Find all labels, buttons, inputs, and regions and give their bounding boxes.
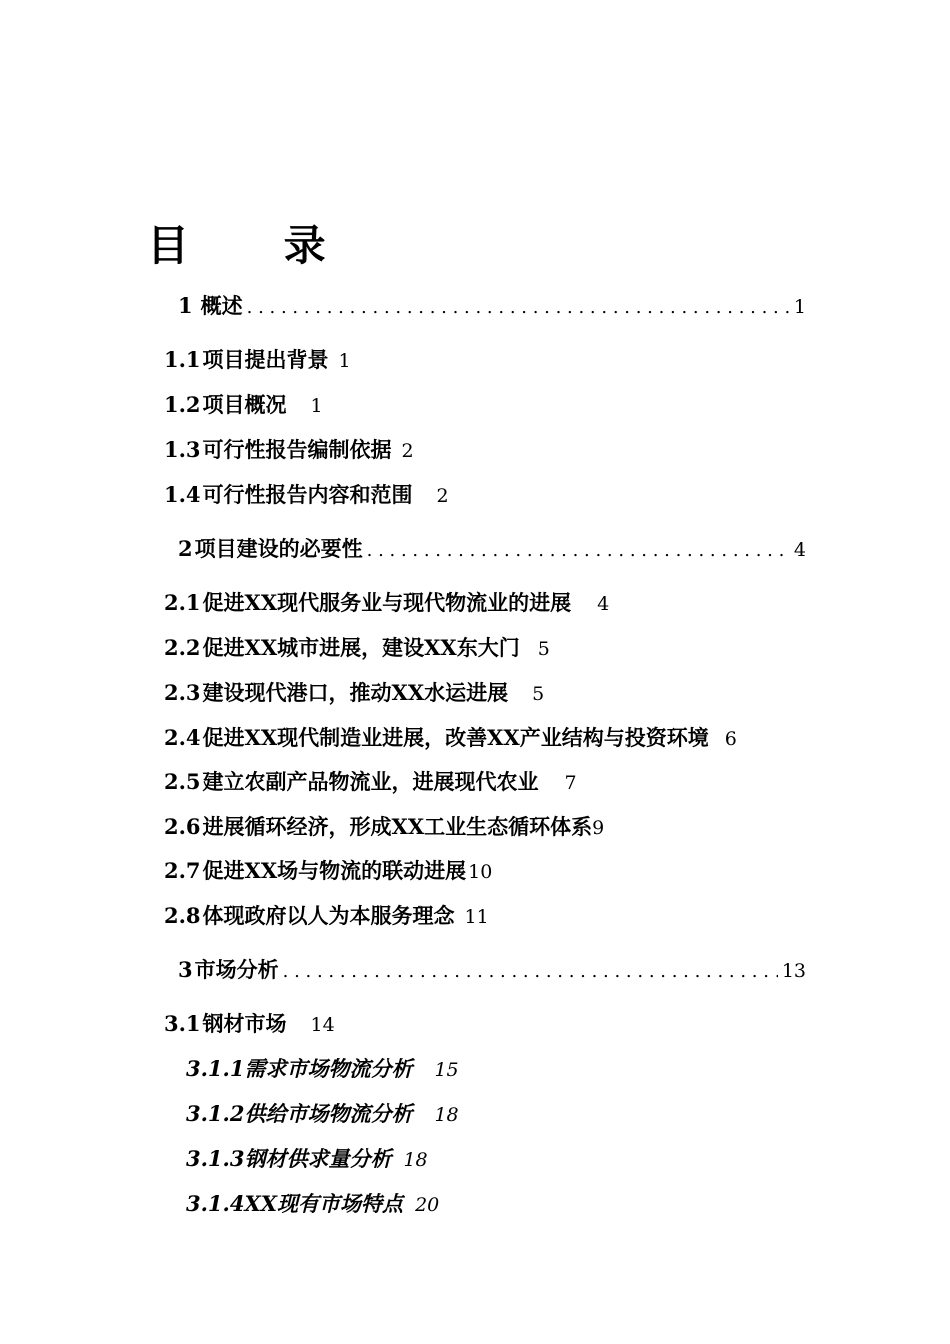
dot-leader xyxy=(247,294,790,322)
section-number: 2.2 xyxy=(164,635,201,660)
section-page: 2 xyxy=(401,440,414,462)
section-number: 2.3 xyxy=(164,680,201,705)
subsection-number: 3.1.1 xyxy=(186,1056,245,1081)
toc-chapter-2[interactable] xyxy=(178,535,806,565)
section-title: 钢材市场 xyxy=(202,1011,287,1036)
section-title: 项目概况 xyxy=(202,392,287,417)
subsection-number: 3.1.3 xyxy=(186,1146,245,1171)
chapter-number: 2 xyxy=(178,536,193,561)
section-page: 6 xyxy=(724,728,737,750)
toc-section-2-8[interactable] xyxy=(164,902,489,931)
toc-section-2-5[interactable] xyxy=(164,768,577,797)
section-number: 2.4 xyxy=(164,725,201,750)
subsection-title: 供给市场物流分析 xyxy=(244,1101,413,1126)
chapter-title: 概述 xyxy=(200,293,243,318)
section-number: 3.1 xyxy=(164,1011,201,1036)
section-number: 1.3 xyxy=(164,437,201,462)
section-title: 可行性报告内容和范围 xyxy=(202,482,413,507)
toc-section-2-6[interactable] xyxy=(164,813,604,842)
toc-section-2-1[interactable] xyxy=(164,589,609,618)
section-title: 体现政府以人为本服务理念 xyxy=(202,903,455,928)
subsection-title: 钢材供求量分析 xyxy=(244,1146,392,1171)
chapter-page: 13 xyxy=(781,960,806,982)
section-number: 2.7 xyxy=(164,858,201,883)
toc-subsection-3-1-2[interactable] xyxy=(186,1100,459,1129)
section-page: 2 xyxy=(436,485,449,507)
toc-subsection-3-1-4[interactable] xyxy=(186,1190,439,1219)
section-title: 进展循环经济，形成XX工业生态循环体系 xyxy=(202,814,593,839)
section-title: 促进XX城市进展，建设XX东大门 xyxy=(202,635,520,660)
toc-section-1-1[interactable] xyxy=(164,346,351,375)
toc-section-3-1[interactable] xyxy=(164,1010,335,1039)
toc-section-2-7[interactable] xyxy=(164,857,492,886)
section-title: 促进XX现代制造业进展，改善XX产业结构与投资环境 xyxy=(202,725,709,750)
section-page: 4 xyxy=(597,593,610,615)
section-number: 2.5 xyxy=(164,769,201,794)
section-number: 2.6 xyxy=(164,814,201,839)
section-page: 5 xyxy=(537,638,550,660)
toc-section-1-3[interactable] xyxy=(164,436,414,465)
dot-leader xyxy=(367,537,790,565)
toc-section-1-4[interactable] xyxy=(164,481,449,510)
toc-chapter-1[interactable] xyxy=(178,292,806,322)
section-page: 1 xyxy=(310,395,323,417)
section-title: 项目提出背景 xyxy=(202,347,329,372)
section-page: 7 xyxy=(564,772,577,794)
toc-subsection-3-1-3[interactable] xyxy=(186,1145,428,1174)
section-page: 1 xyxy=(338,350,351,372)
subsection-page: 15 xyxy=(434,1059,459,1081)
subsection-page: 20 xyxy=(415,1194,440,1216)
dot-leader xyxy=(283,958,778,986)
subsection-page: 18 xyxy=(403,1149,428,1171)
section-page: 5 xyxy=(532,683,545,705)
toc-section-1-2[interactable] xyxy=(164,391,323,420)
subsection-number: 3.1.4 xyxy=(186,1191,245,1216)
section-title: 建立农副产品物流业，进展现代农业 xyxy=(202,769,539,794)
chapter-number: 1 xyxy=(178,293,193,318)
section-page: 10 xyxy=(468,861,493,883)
subsection-title: XX现有市场特点 xyxy=(244,1191,404,1216)
section-title: 建设现代港口，推动XX水运进展 xyxy=(202,680,509,705)
section-number: 1.4 xyxy=(164,482,201,507)
section-title: 可行性报告编制依据 xyxy=(202,437,392,462)
subsection-page: 18 xyxy=(434,1104,459,1126)
toc-section-2-3[interactable] xyxy=(164,679,544,708)
chapter-number: 3 xyxy=(178,957,193,982)
section-page: 14 xyxy=(310,1014,335,1036)
toc-section-2-4[interactable] xyxy=(164,724,737,753)
toc-section-2-2[interactable] xyxy=(164,634,550,663)
section-number: 1.1 xyxy=(164,347,201,372)
section-title: 促进XX现代服务业与现代物流业的进展 xyxy=(202,590,572,615)
toc-heading: 目 录 xyxy=(147,221,366,270)
subsection-title: 需求市场物流分析 xyxy=(244,1056,413,1081)
chapter-page: 4 xyxy=(793,539,806,561)
chapter-page: 1 xyxy=(793,296,806,318)
section-number: 2.1 xyxy=(164,590,201,615)
toc-chapter-3[interactable] xyxy=(178,956,806,986)
section-number: 2.8 xyxy=(164,903,201,928)
chapter-title: 市场分析 xyxy=(194,957,279,982)
section-page: 9 xyxy=(592,817,605,839)
section-page: 11 xyxy=(464,906,489,928)
chapter-title: 项目建设的必要性 xyxy=(194,536,363,561)
subsection-number: 3.1.2 xyxy=(186,1101,245,1126)
section-number: 1.2 xyxy=(164,392,201,417)
toc-subsection-3-1-1[interactable] xyxy=(186,1055,459,1084)
section-title: 促进XX场与物流的联动进展 xyxy=(202,858,467,883)
